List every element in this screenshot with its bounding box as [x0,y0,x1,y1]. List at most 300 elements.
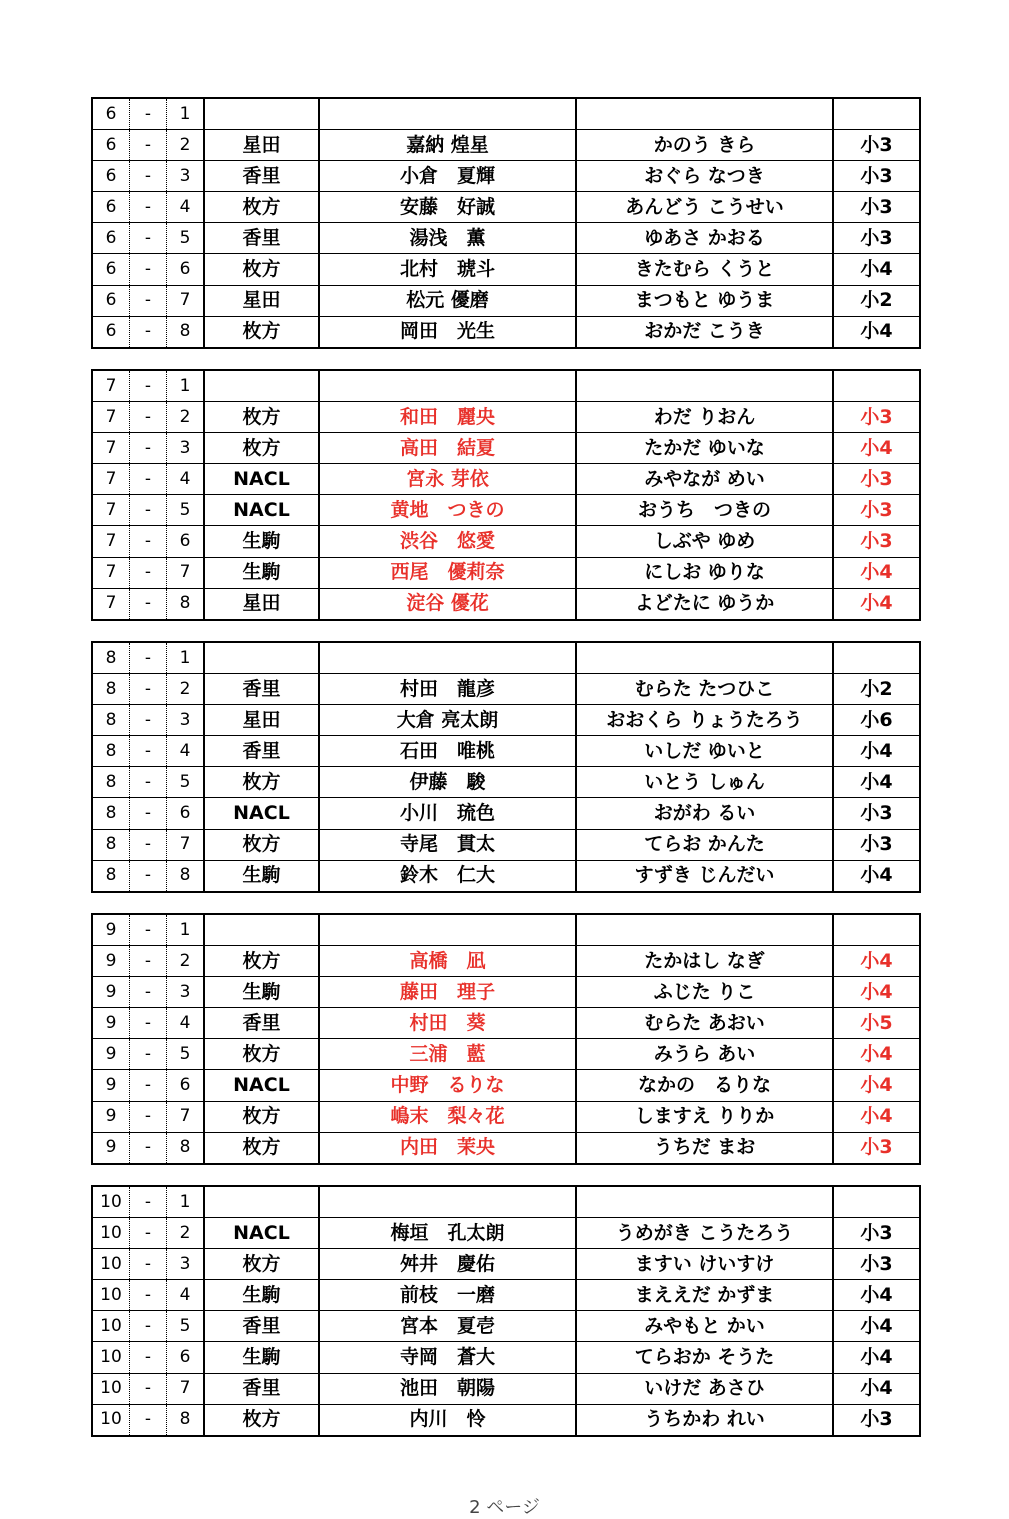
team-cell [204,1280,319,1311]
lane-number-text: 7 [179,834,191,855]
swimmer-kana [576,130,833,161]
team-cell-text: 生駒 [242,530,281,553]
separator-dash [130,767,167,798]
lane-number-text: 8 [179,865,191,886]
separator-dash [130,223,167,254]
team-cell [204,860,319,892]
swimmer-name [319,192,576,223]
swimmer-name [319,705,576,736]
separator-dash [130,495,167,526]
heat-number [92,736,130,767]
lane-number-text: 6 [179,1075,191,1096]
heat-number [92,1311,130,1342]
swimmer-name-text: 鈴木 仁大 [399,864,495,887]
swimmer-kana [576,316,833,348]
team-cell [204,1101,319,1132]
heat-number [92,588,130,620]
lane-number [167,1373,205,1404]
page-number: 2 ページ [469,1497,540,1518]
grade-cell [833,860,920,892]
swimmer-kana [576,1186,833,1218]
separator-dash [130,316,167,348]
team-cell-text: 枚方 [242,1408,281,1431]
lane-number-text: 4 [179,740,191,761]
lane-number-text: 8 [179,321,191,342]
team-cell-text: NACL [233,1074,290,1097]
heat-number-text: 6 [105,134,117,155]
swimmer-kana [576,1039,833,1070]
swimmer-kana-text: いけだ あさひ [644,1377,765,1400]
team-cell [204,642,319,674]
table-row [92,1070,920,1101]
swimmer-kana [576,98,833,130]
heat-number-text: 8 [105,834,117,855]
team-cell-text: 枚方 [242,1105,281,1128]
heat-number [92,1249,130,1280]
heat-number-text: 6 [105,196,117,217]
swimmer-name [319,1342,576,1373]
table-row [92,914,920,946]
separator-dash-text: - [144,321,152,342]
heat-number-text: 10 [100,1191,122,1212]
swimmer-kana [576,1218,833,1249]
lane-number [167,1280,205,1311]
grade-cell [833,1249,920,1280]
table-row [92,98,920,130]
separator-dash-text: - [144,834,152,855]
lane-number [167,860,205,892]
grade-cell-text: 小2 [860,677,893,700]
swimmer-kana [576,705,833,736]
swimmer-kana [576,1101,833,1132]
swimmer-kana [576,1249,833,1280]
heat-number-text: 10 [100,1409,122,1430]
swimmer-kana [576,223,833,254]
grade-cell [833,642,920,674]
separator-dash-text: - [144,165,152,186]
lane-number [167,977,205,1008]
team-cell [204,946,319,977]
separator-dash-text: - [144,134,152,155]
swimmer-kana-text: おぐら なつき [644,164,765,187]
swimmer-kana-text: うちだ まお [653,1136,756,1159]
team-cell-text: 香里 [242,226,281,249]
swimmer-name-text: 岡田 光生 [399,320,495,343]
heat-number-text: 7 [105,375,117,396]
swimmer-name [319,433,576,464]
swimmer-name-text: 舛井 慶佑 [399,1252,495,1275]
lane-number-text: 7 [179,1378,191,1399]
separator-dash-text: - [144,103,152,124]
heat-number [92,798,130,829]
team-cell [204,1186,319,1218]
separator-dash [130,977,167,1008]
table-row [92,798,920,829]
swimmer-name [319,316,576,348]
swimmer-kana [576,1373,833,1404]
swimmer-name-text: 中野 るりな [390,1074,505,1097]
swimmer-kana [576,642,833,674]
heat-number [92,464,130,495]
team-cell [204,1039,319,1070]
swimmer-kana-text: しますえ りりか [634,1105,775,1128]
swimmer-name-text: 黄地 つきの [390,498,505,521]
separator-dash-text: - [144,981,152,1002]
team-cell-text: 枚方 [242,949,281,972]
heat-number-text: 9 [105,1106,117,1127]
lane-number-text: 3 [179,981,191,1002]
lane-number [167,798,205,829]
grade-cell [833,1008,920,1039]
heat-number-text: 7 [105,562,117,583]
swimmer-kana-text: すずき じんだい [634,864,775,887]
swimmer-name [319,946,576,977]
team-cell [204,1404,319,1436]
lane-number-text: 1 [179,103,191,124]
separator-dash-text: - [144,1409,152,1430]
swimmer-kana-text: てらお かんた [644,833,765,856]
table-row [92,1008,920,1039]
heat-number [92,1101,130,1132]
team-cell-text: 生駒 [242,864,281,887]
separator-dash-text: - [144,919,152,940]
heat-number-text: 8 [105,678,117,699]
separator-dash-text: - [144,1191,152,1212]
heat-number [92,860,130,892]
lane-number [167,1008,205,1039]
lane-number-text: 4 [179,1012,191,1033]
lane-number-text: 4 [179,1284,191,1305]
team-cell-text: 枚方 [242,770,281,793]
heat-number [92,557,130,588]
lane-number [167,1101,205,1132]
swimmer-name-text: 高田 結夏 [399,436,495,459]
team-cell-text: 香里 [242,739,281,762]
swimmer-kana-text: あんどう こうせい [625,195,784,218]
team-cell-text: 香里 [242,1377,281,1400]
swimmer-kana-text: まつもと ゆうま [634,289,775,312]
swimmer-kana-text: おかだ こうき [644,320,765,343]
heat-number-text: 7 [105,499,117,520]
swimmer-name-text: 渋谷 悠愛 [399,530,495,553]
swimmer-kana-text: おおくら りょうたろう [606,708,803,731]
lane-number [167,464,205,495]
swimmer-name [319,642,576,674]
separator-dash-text: - [144,562,152,583]
lane-number-text: 8 [179,1137,191,1158]
swimmer-name [319,1249,576,1280]
grade-cell-text: 小3 [860,1136,893,1159]
heat-number-text: 10 [100,1284,122,1305]
swimmer-kana-text: むらた あおい [644,1011,765,1034]
swimmer-name-text: 寺岡 蒼大 [399,1346,495,1369]
team-cell [204,1311,319,1342]
swimmer-name-text: 宮本 夏壱 [399,1314,495,1337]
team-cell-text: 香里 [242,1011,281,1034]
swimmer-kana [576,674,833,705]
separator-dash-text: - [144,1378,152,1399]
table-row [92,1280,920,1311]
separator-dash-text: - [144,196,152,217]
swimmer-name-text: 淀谷 優花 [406,592,489,615]
grade-cell-text: 小4 [860,1105,893,1128]
team-cell [204,370,319,402]
heat-number [92,1039,130,1070]
separator-dash [130,705,167,736]
heat-number [92,316,130,348]
separator-dash [130,370,167,402]
swimmer-name [319,1132,576,1164]
heat-number [92,402,130,433]
swimmer-kana [576,495,833,526]
team-cell [204,588,319,620]
grade-cell-text: 小3 [860,1408,893,1431]
grade-cell [833,1218,920,1249]
team-cell-text: 星田 [242,708,281,731]
heat-number [92,705,130,736]
team-cell [204,98,319,130]
swimmer-kana-text: いしだ ゆいと [644,739,765,762]
swimmer-name-text: 小倉 夏輝 [399,164,495,187]
grade-cell-text: 小4 [860,980,893,1003]
table-row [92,464,920,495]
separator-dash [130,254,167,285]
team-cell [204,1132,319,1164]
lane-number-text: 6 [179,259,191,280]
team-cell [204,223,319,254]
grade-cell [833,674,920,705]
lane-number [167,1218,205,1249]
grade-cell [833,495,920,526]
grade-cell-text: 小4 [860,864,893,887]
lane-number [167,254,205,285]
heat-number [92,285,130,316]
separator-dash [130,526,167,557]
lane-number-text: 3 [179,709,191,730]
separator-dash-text: - [144,375,152,396]
heat-number-text: 6 [105,290,117,311]
swimmer-name [319,1218,576,1249]
team-cell-text: 星田 [242,133,281,156]
team-cell [204,705,319,736]
separator-dash-text: - [144,227,152,248]
swimmer-name [319,1101,576,1132]
swimmer-name-text: 宮永 芽依 [406,467,489,490]
lane-number [167,1070,205,1101]
grade-cell-text: 小3 [860,802,893,825]
swimmer-name-text: 内田 茉央 [399,1136,495,1159]
swimmer-kana-text: なかの るりな [637,1074,771,1097]
lane-number [167,192,205,223]
swimmer-kana [576,557,833,588]
separator-dash-text: - [144,1347,152,1368]
swimmer-name [319,1404,576,1436]
swimmer-kana-text: みやもと かい [644,1314,765,1337]
separator-dash-text: - [144,437,152,458]
swimmer-name-text: 西尾 優莉奈 [390,561,505,584]
swimmer-kana-text: わだ りおん [653,405,756,428]
swimmer-name-text: 嘉納 煌星 [406,133,489,156]
grade-cell-text: 小3 [860,1252,893,1275]
heat-number-text: 8 [105,647,117,668]
grade-cell [833,526,920,557]
table-row [92,1218,920,1249]
lane-number-text: 2 [179,1222,191,1243]
swimmer-kana [576,1311,833,1342]
table-row [92,161,920,192]
team-cell [204,192,319,223]
lane-number [167,370,205,402]
separator-dash [130,1039,167,1070]
heat-number [92,1008,130,1039]
swimmer-name [319,130,576,161]
swimmer-kana [576,914,833,946]
separator-dash [130,674,167,705]
grade-cell-text: 小4 [860,561,893,584]
lane-number-text: 4 [179,468,191,489]
table-row [92,316,920,348]
heat-number-text: 10 [100,1378,122,1399]
team-cell-text: 生駒 [242,1283,281,1306]
table-row [92,130,920,161]
table-row [92,223,920,254]
heat-number [92,1373,130,1404]
lane-number-text: 7 [179,1106,191,1127]
team-cell [204,316,319,348]
grade-cell [833,1311,920,1342]
swimmer-name [319,860,576,892]
lane-number-text: 8 [179,1409,191,1430]
team-cell-text: 枚方 [242,320,281,343]
swimmer-kana-text: むらた たつひこ [634,677,775,700]
team-cell [204,130,319,161]
heat-number [92,495,130,526]
heat-number [92,1280,130,1311]
team-cell-text: NACL [233,467,290,490]
team-cell [204,1218,319,1249]
table-row [92,1132,920,1164]
team-cell-text: 生駒 [242,561,281,584]
table-row [92,526,920,557]
swimmer-name-text: 大倉 亮太朗 [396,708,499,731]
separator-dash [130,1101,167,1132]
team-cell [204,977,319,1008]
grade-cell [833,1373,920,1404]
separator-dash-text: - [144,678,152,699]
swimmer-kana [576,798,833,829]
lane-number-text: 7 [179,562,191,583]
heat-number [92,674,130,705]
heat-number-text: 9 [105,1043,117,1064]
lane-number [167,402,205,433]
table-row [92,254,920,285]
heat-number-text: 7 [105,531,117,552]
grade-cell [833,285,920,316]
heat-number-text: 9 [105,950,117,971]
swimmer-kana [576,1070,833,1101]
lane-number-text: 2 [179,406,191,427]
separator-dash-text: - [144,865,152,886]
separator-dash [130,1218,167,1249]
separator-dash-text: - [144,950,152,971]
swimmer-name [319,1311,576,1342]
lane-number [167,829,205,860]
heat-number [92,914,130,946]
grade-cell [833,370,920,402]
lane-number [167,642,205,674]
grade-cell [833,557,920,588]
separator-dash [130,914,167,946]
swimmer-name-text: 池田 朝陽 [399,1377,495,1400]
heat-number [92,98,130,130]
team-cell-text: 香里 [242,164,281,187]
separator-dash-text: - [144,1137,152,1158]
grade-cell [833,254,920,285]
heat-number [92,433,130,464]
heat-table [91,97,921,349]
grade-cell-text: 小5 [860,1011,893,1034]
separator-dash-text: - [144,709,152,730]
swimmer-name-text: 嶋末 梨々花 [390,1105,505,1128]
grade-cell-text: 小4 [860,1346,893,1369]
swimmer-kana [576,977,833,1008]
lane-number [167,557,205,588]
swimmer-name [319,223,576,254]
lane-number-text: 4 [179,196,191,217]
separator-dash [130,557,167,588]
swimmer-name [319,495,576,526]
heat-number-text: 6 [105,165,117,186]
lane-number [167,674,205,705]
grade-cell [833,767,920,798]
separator-dash-text: - [144,1106,152,1127]
heat-number [92,1132,130,1164]
lane-number [167,285,205,316]
team-cell-text: 香里 [242,1314,281,1337]
heat-number-text: 7 [105,437,117,458]
grade-cell-text: 小3 [860,164,893,187]
table-row [92,1404,920,1436]
lane-number [167,98,205,130]
swimmer-name-text: 高橋 凪 [409,949,486,972]
grade-cell [833,161,920,192]
separator-dash [130,1008,167,1039]
heat-number-text: 8 [105,803,117,824]
swimmer-kana-text: かのう きら [653,133,756,156]
team-cell-text: 枚方 [242,258,281,281]
lane-number [167,495,205,526]
separator-dash [130,1311,167,1342]
team-cell [204,829,319,860]
table-row [92,674,920,705]
team-cell-text: 枚方 [242,405,281,428]
table-row [92,1249,920,1280]
swimmer-name [319,285,576,316]
grade-cell-text: 小3 [860,833,893,856]
heat-number [92,192,130,223]
swimmer-kana-text: たかだ ゆいな [644,436,765,459]
swimmer-name [319,1373,576,1404]
swimmer-name-text: 小川 琉色 [399,802,495,825]
table-row [92,860,920,892]
swimmer-name [319,1008,576,1039]
swimmer-kana [576,464,833,495]
separator-dash [130,860,167,892]
grade-cell [833,1039,920,1070]
separator-dash [130,98,167,130]
swimmer-kana [576,526,833,557]
heat-table [91,641,921,893]
